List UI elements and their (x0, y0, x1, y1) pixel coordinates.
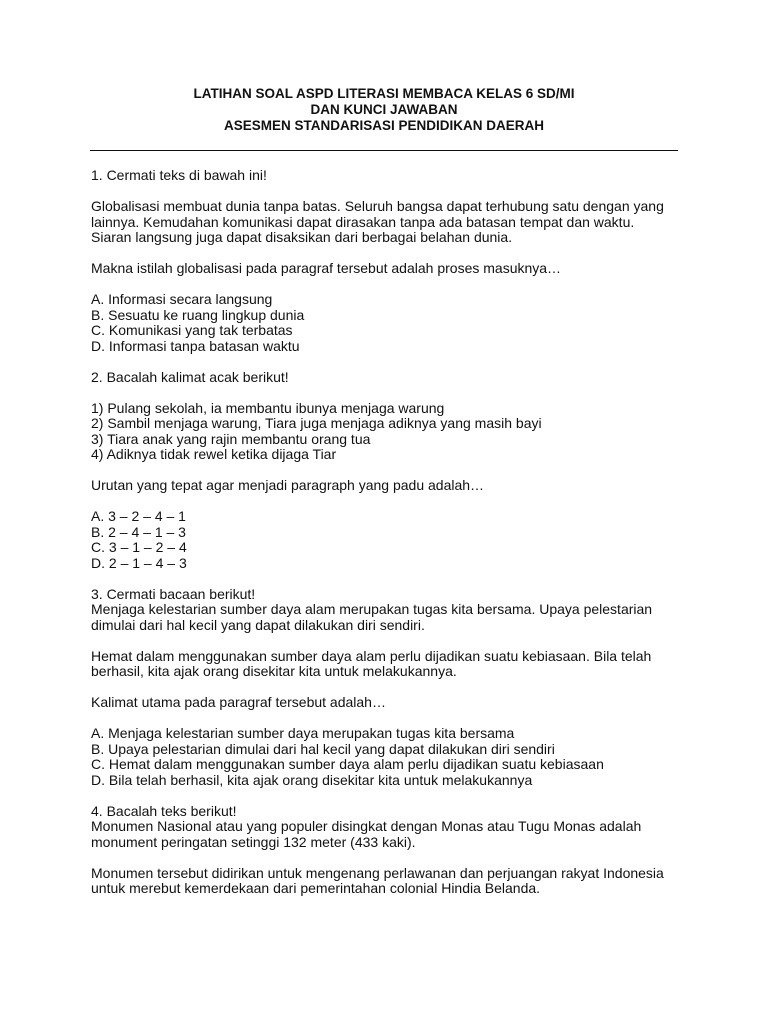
q1-option-c: C. Komunikasi yang tak terbatas (91, 322, 293, 338)
q2-option-d: D. 2 – 1 – 4 – 3 (91, 554, 187, 571)
q2-sentence: 1) Pulang sekolah, ia membantu ibunya menjaga warung (91, 399, 445, 416)
q4-passage-line: untuk merebut kemerdekaan dari pemerintahan colonial Hindia Belanda. (91, 880, 541, 896)
question-4-intro: 4. Bacalah teks berikut! (91, 802, 237, 819)
q2-sentence: 3) Tiara anak yang rajin membantu orang tua (91, 430, 371, 447)
q3-passage-line: berhasil, kita ajak orang disekitar kita untuk melakukannya. (91, 663, 457, 679)
question-1-prompt: Makna istilah globalisasi pada paragraf tersebut adalah proses masuknya… (91, 260, 562, 276)
q1-option-d: D. Informasi tanpa batasan waktu (91, 337, 300, 354)
document-header (90, 86, 678, 134)
header-divider (90, 150, 678, 151)
q1-passage-line: Siaran langsung juga dapat disaksikan dari berbagai belahan dunia. (91, 229, 513, 245)
q2-sentence: 2) Sambil menjaga warung, Tiara juga menjaga adiknya yang masih bayi (91, 415, 542, 431)
q3-passage-line: dimulai dari hal kecil yang dapat dilakukan diri sendiri. (91, 616, 425, 633)
question-3-prompt: Kalimat utama pada paragraf tersebut adalah… (91, 694, 386, 710)
q2-sentence: 4) Adiknya tidak rewel ketika dijaga Tiar (91, 446, 337, 462)
q4-passage-line: Monumen tersebut didirikan untuk mengenang perlawanan dan perjuangan rakyat Indonesia (91, 864, 664, 881)
header-subtitle: DAN KUNCI JAWABAN (310, 102, 458, 117)
q4-passage-line: monument peringatan setinggi 132 meter (433 kaki). (91, 833, 416, 850)
q4-passage-line: Monumen Nasional atau yang populer disingkat dengan Monas atau Tugu Monas adalah (91, 818, 642, 834)
q3-option-c: C. Hemat dalam menggunakan sumber daya alam perlu dijadikan suatu kebiasaan (91, 756, 604, 772)
q1-option-a: A. Informasi secara langsung (91, 291, 273, 307)
header-title: LATIHAN SOAL ASPD LITERASI MEMBACA KELAS 6 SD/MI (193, 86, 575, 101)
q1-option-b: B. Sesuatu ke ruang lingkup dunia (91, 306, 305, 323)
q2-option-a: A. 3 – 2 – 4 – 1 (91, 508, 186, 524)
document-body (91, 168, 691, 897)
question-3-intro: 3. Cermati bacaan berikut! (91, 585, 256, 602)
question-2-intro: 2. Bacalah kalimat acak berikut! (91, 368, 289, 385)
q3-option-a: A. Menjaga kelestarian sumber daya merupakan tugas kita bersama (91, 725, 515, 741)
question-2-prompt: Urutan yang tepat agar menjadi paragraph yang padu adalah… (91, 477, 485, 493)
q2-option-c: C. 3 – 1 – 2 – 4 (91, 539, 187, 555)
q3-option-d: D. Bila telah berhasil, kita ajak orang disekitar kita untuk melakukannya (91, 771, 533, 788)
q3-option-b: B. Upaya pelestarian dimulai dari hal kecil yang dapat dilakukan diri sendiri (91, 740, 555, 757)
q2-option-b: B. 2 – 4 – 1 – 3 (91, 523, 186, 540)
q3-passage-line: Menjaga kelestarian sumber daya alam merupakan tugas kita bersama. Upaya pelestarian (91, 601, 653, 617)
header-subtitle-2: ASESMEN STANDARISASI PENDIDIKAN DAERAH (223, 118, 545, 133)
q1-passage-line: Globalisasi membuat dunia tanpa batas. Seluruh bangsa dapat terhubung satu dengan yang (91, 198, 664, 214)
question-1-intro: 1. Cermati teks di bawah ini! (91, 167, 267, 183)
q1-passage-line: lainnya. Kemudahan komunikasi dapat dirasakan tanpa ada batasan tempat dan waktu. (91, 213, 635, 230)
q3-passage-line: Hemat dalam menggunakan sumber daya alam perlu dijadikan suatu kebiasaan. Bila telah (91, 647, 652, 664)
